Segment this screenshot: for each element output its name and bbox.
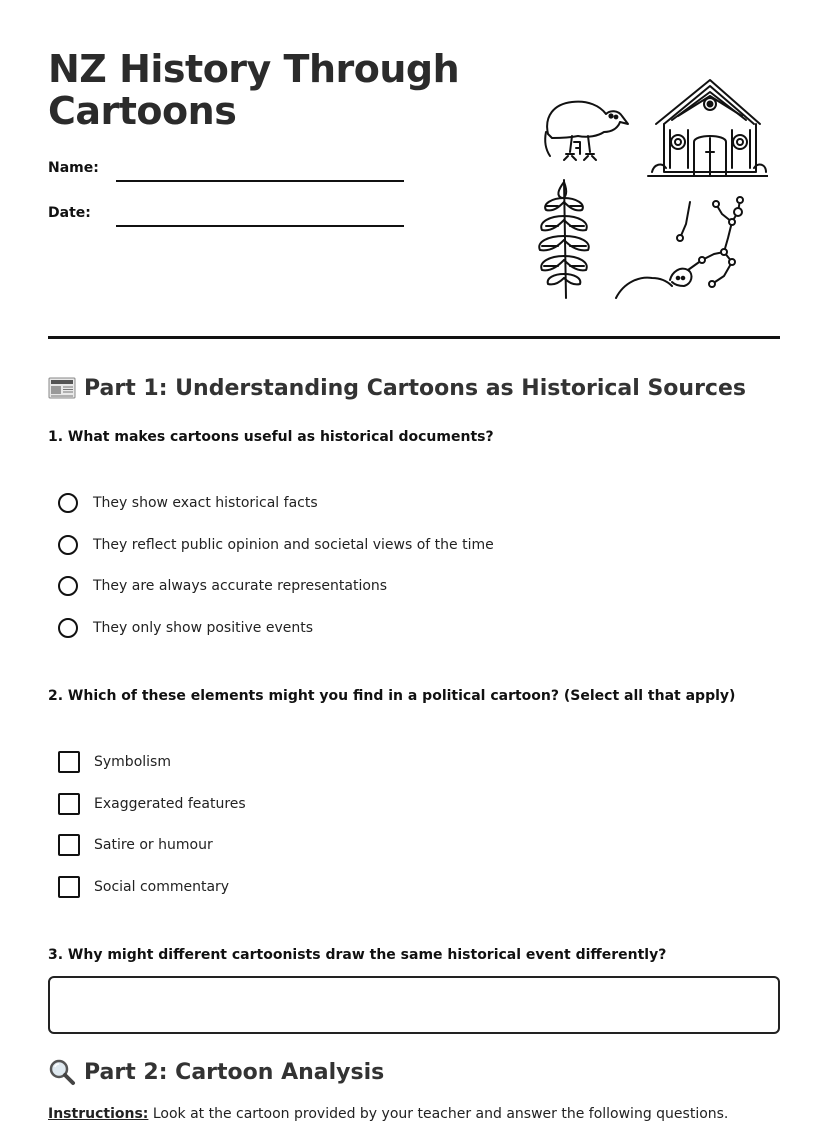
checkbox[interactable] <box>58 793 80 815</box>
page-title <box>48 48 468 132</box>
option-label: They only show positive events <box>93 620 314 636</box>
date-field[interactable] <box>116 225 404 227</box>
part2-heading <box>48 1058 384 1086</box>
q2-option-1[interactable] <box>58 750 171 774</box>
radio-button[interactable] <box>58 576 78 596</box>
q2-option-3[interactable] <box>58 833 213 857</box>
q2-option-2[interactable] <box>58 792 246 816</box>
question-1-text: 1. What makes cartoons useful as historical documents? <box>48 429 494 445</box>
date-label: Date: <box>48 205 91 221</box>
checkbox[interactable] <box>58 834 80 856</box>
question-2-text: 2. Which of these elements might you find in a political cartoon? (Select all that apply) <box>48 688 736 704</box>
title-line-2: Cartoons <box>48 89 237 133</box>
part2-title: Part 2: Cartoon Analysis <box>84 1059 385 1085</box>
constellation-icon <box>616 197 743 298</box>
question-3-text: 3. Why might different cartoonists draw the same historical event differently? <box>48 947 667 963</box>
option-label: Symbolism <box>94 754 171 770</box>
q2-option-4[interactable] <box>58 875 229 899</box>
option-label: They are always accurate representations <box>93 578 388 594</box>
name-field[interactable] <box>116 180 404 182</box>
part1-heading <box>48 374 746 402</box>
option-label: Social commentary <box>94 879 230 895</box>
option-label: Satire or humour <box>94 837 213 853</box>
header-divider <box>48 336 780 339</box>
q1-option-2[interactable] <box>58 533 494 557</box>
question-3-answer-box[interactable] <box>48 976 780 1034</box>
part2-instructions <box>48 1106 728 1122</box>
instructions-text: Look at the cartoon provided by your teacher and answer the following questions. <box>148 1106 729 1122</box>
magnifying-glass-icon <box>48 1058 76 1086</box>
name-label: Name: <box>48 160 99 176</box>
checkbox[interactable] <box>58 751 80 773</box>
wharenui-meeting-house-icon <box>648 80 768 176</box>
title-line-1: NZ History Through <box>48 47 460 91</box>
nz-illustration <box>528 72 768 304</box>
q1-option-1[interactable] <box>58 491 318 515</box>
q1-option-4[interactable] <box>58 616 313 640</box>
instructions-label: Instructions: <box>48 1106 149 1122</box>
fern-icon <box>539 180 589 298</box>
q1-option-3[interactable] <box>58 574 387 598</box>
part1-title: Part 1: Understanding Cartoons as Historical Sources <box>84 375 746 401</box>
kiwi-bird-icon <box>545 102 628 160</box>
newspaper-icon <box>48 374 76 402</box>
radio-button[interactable] <box>58 618 78 638</box>
radio-button[interactable] <box>58 493 78 513</box>
radio-button[interactable] <box>58 535 78 555</box>
option-label: Exaggerated features <box>94 796 246 812</box>
option-label: They show exact historical facts <box>93 495 318 511</box>
option-label: They reflect public opinion and societal views of the time <box>93 537 494 553</box>
checkbox[interactable] <box>58 876 80 898</box>
